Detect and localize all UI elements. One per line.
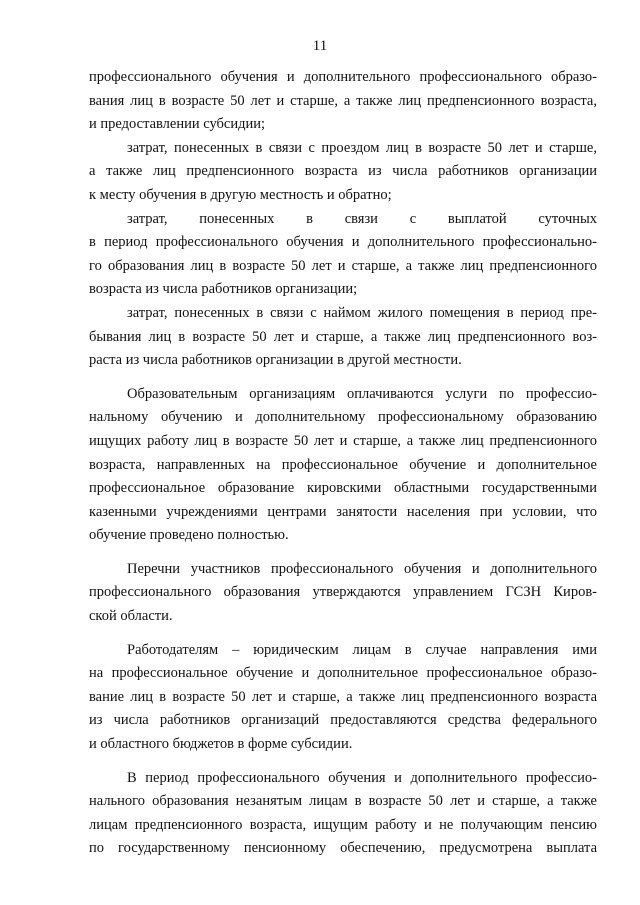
paragraph xyxy=(89,302,597,373)
paragraph xyxy=(89,767,597,861)
text-line: на профессиональное обучение и дополнительное профессиональное образо- xyxy=(89,665,597,682)
text-line: и областного бюджетов в форме субсидии. xyxy=(89,736,353,753)
text-line: вания лиц в возрасте 50 лет и старше, а также лиц предпенсионного возраста, xyxy=(89,92,597,109)
text-line: В период профессионального обучения и дополнительного профессио- xyxy=(127,769,597,786)
document-body xyxy=(89,66,597,861)
text-line: нального образования незанятым лицам в возрасте 50 лет и старше, а также xyxy=(89,793,597,810)
text-line: Работодателям – юридическим лицам в случае направления ими xyxy=(127,641,597,658)
paragraph xyxy=(89,383,597,548)
text-line: и предоставлении субсидии; xyxy=(89,116,266,133)
text-line: по государственному пенсионному обеспечению, предусмотрена выплата xyxy=(89,840,597,857)
paragraph xyxy=(89,66,597,137)
text-line: ищущих работу лиц в возрасте 50 лет и старше, а также лиц предпенсионного xyxy=(89,432,597,449)
text-line: профессионального образования утверждаются управлением ГСЗН Киров- xyxy=(89,584,597,601)
text-line: затрат, понесенных в связи с проездом лиц в возрасте 50 лет и старше, xyxy=(127,139,597,156)
text-line: в период профессионального обучения и дополнительного профессионально- xyxy=(89,234,597,251)
text-line: бывания лиц в возрасте 50 лет и старше, а также лиц предпенсионного воз- xyxy=(89,328,597,345)
text-line: вание лиц в возрасте 50 лет и старше, а также лиц предпенсионного возраста xyxy=(89,688,597,705)
text-line: возраста, направленных на профессиональное обучение и дополнительное xyxy=(89,456,597,473)
text-line: затрат, понесенных в связи с выплатой суточных xyxy=(127,210,597,227)
text-line: Перечни участников профессионального обучения и дополнительного xyxy=(127,560,597,577)
text-line: Образовательным организациям оплачиваются услуги по профессио- xyxy=(127,385,597,402)
text-line: возраста из числа работников организации; xyxy=(89,281,358,298)
text-line: раста из числа работников организации в другой местности. xyxy=(89,352,462,369)
text-line: лицам предпенсионного возраста, ищущим работу и не получающим пенсию xyxy=(89,816,597,833)
text-line: к месту обучения в другую местность и обратно; xyxy=(89,186,392,203)
text-line: затрат, понесенных в связи с наймом жилого помещения в период пре- xyxy=(127,304,597,321)
text-line: ской области. xyxy=(89,608,173,625)
text-line: профессиональное образование кировскими областными государственными xyxy=(89,480,597,497)
text-line: го образования лиц в возрасте 50 лет и старше, а также лиц предпенсионного xyxy=(89,257,597,274)
text-line: казенными учреждениями центрами занятости населения при условии, что xyxy=(89,503,597,520)
paragraph xyxy=(89,639,597,757)
text-line: обучение проведено полностью. xyxy=(89,527,289,544)
text-line: нальному обучению и дополнительному профессиональному образованию xyxy=(89,409,597,426)
paragraph xyxy=(89,558,597,629)
text-line: профессионального обучения и дополнительного профессионального образо- xyxy=(89,69,597,85)
paragraph xyxy=(89,137,597,208)
text-line: а также лиц предпенсионного возраста из числа работников организации xyxy=(89,163,597,180)
text-line: из числа работников организаций предоставляются средства федерального xyxy=(89,712,597,729)
page-number: 11 xyxy=(312,38,328,54)
paragraph xyxy=(89,208,597,302)
